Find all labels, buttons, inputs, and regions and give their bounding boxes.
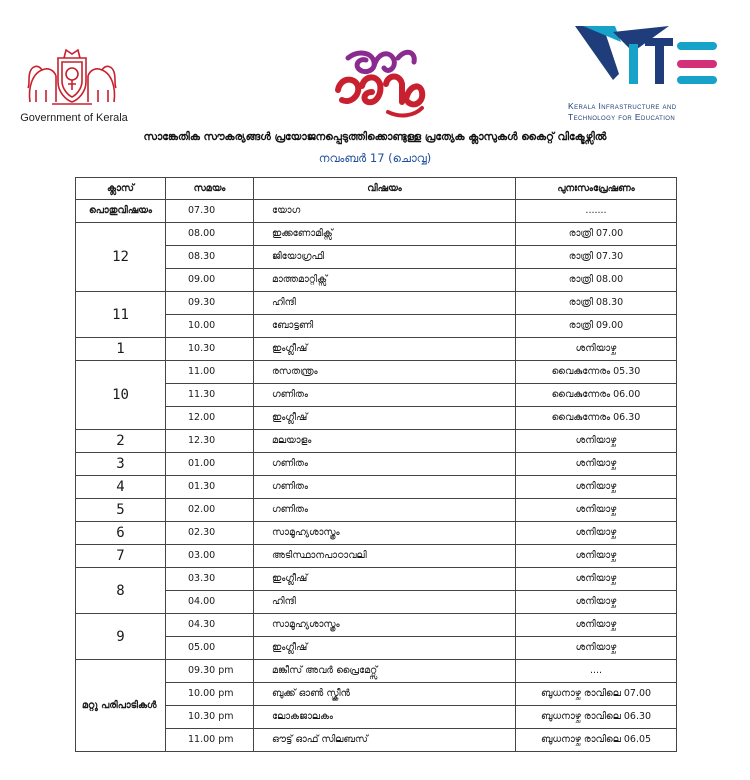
retelecast-cell: ശനിയാഴ്ച <box>516 338 677 361</box>
table-row <box>76 407 677 430</box>
retelecast-cell: ശനിയാഴ്ച <box>516 637 677 660</box>
time-cell: 11.30 <box>166 384 254 407</box>
subject-cell: ഇക്കണോമിക്സ് <box>254 223 516 246</box>
schedule-table <box>75 177 677 752</box>
column-header-time: സമയം <box>166 178 254 200</box>
table-row <box>76 637 677 660</box>
table-row <box>76 591 677 614</box>
page-title: സാങ്കേതിക സൗകര്യങ്ങൾ പ്രയോജനപ്പെടുത്തിക്കൊണ്ടുള്ള പ്രത്യേക ക്ലാസുകൾ കൈറ്റ് വിക്ടേഴ്സിൽ <box>143 131 607 143</box>
table-row <box>76 269 677 292</box>
subject-cell: മങ്കീസ് അവർ പ്രൈമേറ്റ്സ് <box>254 660 516 683</box>
table-row <box>76 223 677 246</box>
class-cell: 7 <box>76 545 166 568</box>
kerala-emblem-icon <box>22 44 122 108</box>
retelecast-cell: ശനിയാഴ്ച <box>516 522 677 545</box>
table-row <box>76 430 677 453</box>
retelecast-cell: ശനിയാഴ്ച <box>516 476 677 499</box>
kite-logo <box>573 22 725 98</box>
time-cell: 10.30 <box>166 338 254 361</box>
time-cell: 04.30 <box>166 614 254 637</box>
retelecast-cell: രാത്രി 07.30 <box>516 246 677 269</box>
subject-cell: ഹിന്ദി <box>254 591 516 614</box>
retelecast-cell: ....... <box>516 200 677 223</box>
time-cell: 02.30 <box>166 522 254 545</box>
retelecast-cell: ശനിയാഴ്ച <box>516 499 677 522</box>
table-row <box>76 568 677 591</box>
subject-cell: ഇംഗ്ലീഷ് <box>254 568 516 591</box>
first-bell-logo <box>328 38 432 122</box>
subject-cell: ഹിന്ദി <box>254 292 516 315</box>
table-row <box>76 522 677 545</box>
subject-cell: ഗണിതം <box>254 453 516 476</box>
time-cell: 09.30 <box>166 292 254 315</box>
subject-cell: ബുക്ക് ഓൺ സ്ക്രീൻ <box>254 683 516 706</box>
government-name: Government of Kerala <box>20 112 128 124</box>
class-cell: 5 <box>76 499 166 522</box>
class-cell: മറ്റു പരിപാടികൾ <box>76 660 166 752</box>
time-cell: 01.00 <box>166 453 254 476</box>
retelecast-cell: വൈകുന്നേരം 06.00 <box>516 384 677 407</box>
time-cell: 10.00 <box>166 315 254 338</box>
class-cell: 2 <box>76 430 166 453</box>
class-cell: 8 <box>76 568 166 614</box>
subject-cell: ഇംഗ്ലീഷ് <box>254 338 516 361</box>
table-row <box>76 246 677 269</box>
subject-cell: യോഗ <box>254 200 516 223</box>
retelecast-cell: ബുധനാഴ്ച രാവിലെ 06.05 <box>516 729 677 752</box>
time-cell: 03.30 <box>166 568 254 591</box>
time-cell: 07.30 <box>166 200 254 223</box>
table-row <box>76 499 677 522</box>
retelecast-cell: ശനിയാഴ്ച <box>516 453 677 476</box>
retelecast-cell: ശനിയാഴ്ച <box>516 614 677 637</box>
subject-cell: ബോട്ടണി <box>254 315 516 338</box>
subject-cell: ഇംഗ്ലീഷ് <box>254 407 516 430</box>
time-cell: 01.30 <box>166 476 254 499</box>
table-row <box>76 384 677 407</box>
retelecast-cell: വൈകുന്നേരം 05.30 <box>516 361 677 384</box>
class-cell: 9 <box>76 614 166 660</box>
subject-cell: ഗണിതം <box>254 384 516 407</box>
subject-cell: സാമൂഹ്യശാസ്ത്രം <box>254 522 516 545</box>
class-cell: 11 <box>76 292 166 338</box>
retelecast-cell: ശനിയാഴ്ച <box>516 568 677 591</box>
column-header-subject: വിഷയം <box>254 178 516 200</box>
time-cell: 12.00 <box>166 407 254 430</box>
table-row <box>76 545 677 568</box>
table-row <box>76 453 677 476</box>
retelecast-cell: ബുധനാഴ്ച രാവിലെ 07.00 <box>516 683 677 706</box>
subject-cell: ജിയോഗ്രഫി <box>254 246 516 269</box>
retelecast-cell: ശനിയാഴ്ച <box>516 545 677 568</box>
table-row <box>76 729 677 752</box>
time-cell: 05.00 <box>166 637 254 660</box>
table-row <box>76 361 677 384</box>
table-header-row <box>76 178 677 200</box>
time-cell: 03.00 <box>166 545 254 568</box>
retelecast-cell: ശനിയാഴ്ച <box>516 430 677 453</box>
class-cell: 3 <box>76 453 166 476</box>
subject-cell: ഇംഗ്ലീഷ് <box>254 637 516 660</box>
table-row <box>76 315 677 338</box>
table-row <box>76 683 677 706</box>
retelecast-cell: .... <box>516 660 677 683</box>
table-row <box>76 338 677 361</box>
retelecast-cell: രാത്രി 09.00 <box>516 315 677 338</box>
retelecast-cell: വൈകുന്നേരം 06.30 <box>516 407 677 430</box>
retelecast-cell: രാത്രി 08.30 <box>516 292 677 315</box>
table-row <box>76 476 677 499</box>
class-cell: 4 <box>76 476 166 499</box>
time-cell: 11.00 pm <box>166 729 254 752</box>
subject-cell: രസതന്ത്രം <box>254 361 516 384</box>
subject-cell: അടിസ്ഥാനപാഠാവലി <box>254 545 516 568</box>
class-cell: 1 <box>76 338 166 361</box>
retelecast-cell: ബുധനാഴ്ച രാവിലെ 06.30 <box>516 706 677 729</box>
table-row <box>76 200 677 223</box>
time-cell: 12.30 <box>166 430 254 453</box>
retelecast-cell: ശനിയാഴ്ച <box>516 591 677 614</box>
subject-cell: ഗണിതം <box>254 499 516 522</box>
time-cell: 10.00 pm <box>166 683 254 706</box>
table-row <box>76 660 677 683</box>
subject-cell: മാത്തമാറ്റിക്സ് <box>254 269 516 292</box>
subject-cell: ഗണിതം <box>254 476 516 499</box>
class-cell: 10 <box>76 361 166 430</box>
time-cell: 08.30 <box>166 246 254 269</box>
column-header-retelecast: പുനഃസംപ്രേഷണം <box>516 178 677 200</box>
time-cell: 09.30 pm <box>166 660 254 683</box>
class-cell: 12 <box>76 223 166 292</box>
retelecast-cell: രാത്രി 08.00 <box>516 269 677 292</box>
schedule-body <box>76 200 677 752</box>
subject-cell: ഔട്ട് ഓഫ് സിലബസ് <box>254 729 516 752</box>
time-cell: 04.00 <box>166 591 254 614</box>
retelecast-cell: രാത്രി 07.00 <box>516 223 677 246</box>
table-row <box>76 614 677 637</box>
time-cell: 08.00 <box>166 223 254 246</box>
kite-subtitle-line-1: Kerala Infrastructure and <box>568 101 677 111</box>
kite-subtitle-line-2: Technology for Education <box>568 112 676 122</box>
time-cell: 10.30 pm <box>166 706 254 729</box>
time-cell: 11.00 <box>166 361 254 384</box>
time-cell: 02.00 <box>166 499 254 522</box>
subject-cell: സാമൂഹ്യശാസ്ത്രം <box>254 614 516 637</box>
column-header-class: ക്ലാസ് <box>76 178 166 200</box>
subject-cell: മലയാളം <box>254 430 516 453</box>
kite-subtitle <box>568 101 738 123</box>
class-cell: പൊതുവിഷയം <box>76 200 166 223</box>
subject-cell: ലോകജാലകം <box>254 706 516 729</box>
class-cell: 6 <box>76 522 166 545</box>
page-date: നവംബർ 17 (ചൊവ്വ) <box>318 151 432 165</box>
table-row <box>76 292 677 315</box>
table-row <box>76 706 677 729</box>
time-cell: 09.00 <box>166 269 254 292</box>
